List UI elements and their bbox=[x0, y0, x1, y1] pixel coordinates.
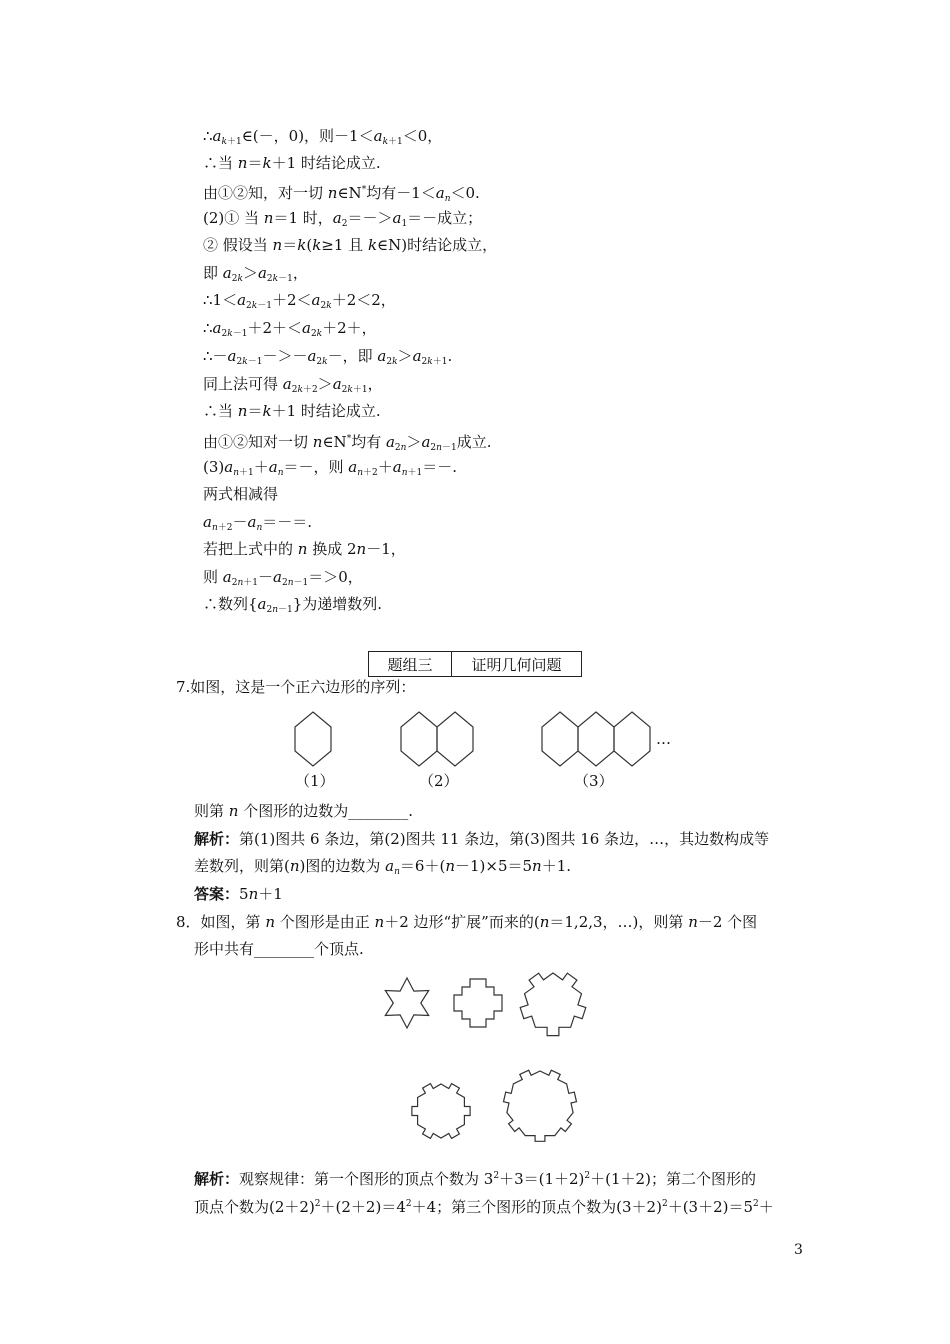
q8-stem-1: 8．如图，第 n 个图形是由正 n＋2 边形“扩展”而来的(n＝1,2,3，…)，则第 n－2 个图 bbox=[176, 913, 758, 931]
figure-square-expanded bbox=[454, 979, 502, 1027]
q8-analysis-2: 顶点个数为$(2+2)^2+(2+2)=4^2+4$；第三个图形的顶点个数为$(3+2)^2+(3+2)=5^2+$ bbox=[194, 1198, 774, 1216]
proof-line-11: ∴当 n＝k＋1 时结论成立. bbox=[203, 402, 381, 420]
q8-stem-2: 形中共有________个顶点. bbox=[194, 940, 364, 958]
proof-line-2: ∴当 n＝k＋1 时结论成立. bbox=[203, 154, 381, 172]
q7-stem: 7.如图，这是一个正六边形的序列： bbox=[176, 678, 416, 696]
proof-line-6: 即 $a_{2k}>a_{2k-1}$， bbox=[203, 264, 308, 284]
figure-triangle-expanded bbox=[385, 978, 428, 1028]
proof-line-9: $\therefore-a_{2k-1}->-a_{2k}-$，即 $a_{2k}>a_{2k+1}$. bbox=[203, 347, 453, 367]
q8-analysis-1: 解析：观察规律：第一个图形的顶点个数为 $3^2+3=(1+2)^2+(1+2)$；第二个图形的 bbox=[194, 1170, 756, 1188]
group-title: 证明几何问题 bbox=[471, 655, 562, 674]
caption-3: （3） bbox=[574, 772, 614, 790]
proof-line-12: 由①②知对一切 n∈N*均有 $a_{2n}>a_{2n-1}$成立. bbox=[203, 433, 492, 453]
proof-line-8: $\therefore a_{2k-1}+2+<a_{2k}+2+$， bbox=[203, 319, 377, 339]
q7-question: 则第 n 个图形的边数为________. bbox=[194, 802, 413, 820]
proof-line-3: 由①②知，对一切 n∈N*均有$-1<a_n<0$. bbox=[203, 184, 480, 204]
figure-heptagon-expanded bbox=[504, 1070, 577, 1141]
proof-line-18: ∴数列$\{a_{2n-1}\}$为递增数列. bbox=[203, 595, 383, 615]
proof-line-5: ② 假设当 n＝k(k≥1 且 k∈N)时结论成立， bbox=[203, 236, 498, 254]
proof-line-4: (2)① 当 n＝1 时，$a_2=->a_1=-$成立； bbox=[203, 209, 483, 229]
page-number: 3 bbox=[794, 1242, 803, 1258]
proof-line-13: $(3)a_{n+1}+a_n=-$，则 $a_{n+2}+a_{n+1}=-$. bbox=[203, 458, 458, 478]
q7-answer: 答案：5n＋1 bbox=[194, 885, 283, 903]
caption-2: （2） bbox=[419, 772, 459, 790]
ellipsis: … bbox=[656, 730, 671, 748]
proof-line-14: 两式相减得 bbox=[203, 485, 279, 503]
figure-pentagon-expanded bbox=[520, 973, 586, 1036]
q7-analysis-1: 解析：第(1)图共 6 条边，第(2)图共 11 条边，第(3)图共 16 条边，…，其边数构成等 bbox=[194, 830, 770, 848]
proof-line-7: $\therefore 1<a_{2k-1}+2<a_{2k}+2<2$， bbox=[203, 291, 396, 311]
proof-line-1: $\therefore a_{k+1}\in(-$，0)，则$-1<a_{k+1}<0$， bbox=[203, 127, 443, 147]
proof-line-17: 则 $a_{2n+1}-a_{2n-1}=>0$， bbox=[203, 568, 363, 588]
proof-line-15: $a_{n+2}-a_n=-=$. bbox=[203, 513, 313, 533]
proof-line-10: 同上法可得 $a_{2k+2}>a_{2k+1}$， bbox=[203, 375, 383, 395]
caption-1: （1） bbox=[295, 772, 335, 790]
q7-analysis-2: 差数列，则第(n)图的边数为 $a_n=6+(n-1)\times 5=5n+1$. bbox=[194, 857, 572, 877]
figure-hexagon-expanded bbox=[412, 1084, 470, 1139]
proof-line-16: 若把上式中的 n 换成 2n－1， bbox=[203, 540, 406, 558]
group-label: 题组三 bbox=[369, 652, 452, 676]
